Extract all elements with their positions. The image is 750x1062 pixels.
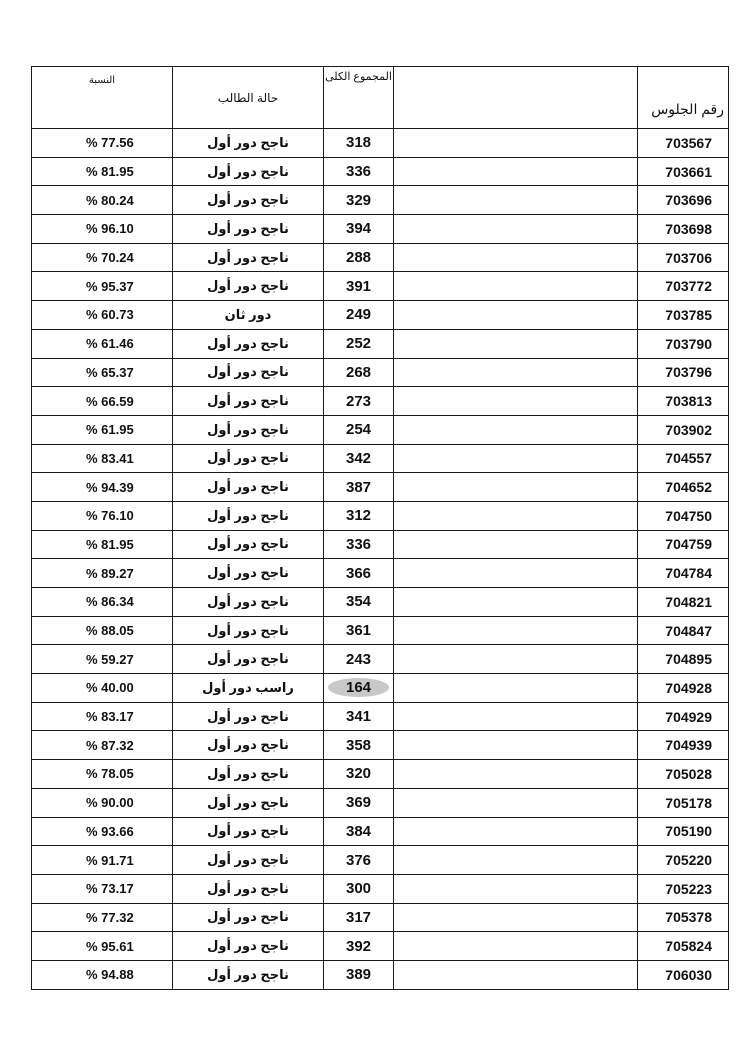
- cell-seat-number: 704895: [638, 645, 729, 674]
- cell-seat-number: 705824: [638, 932, 729, 961]
- cell-blank: [394, 903, 638, 932]
- cell-total: 288: [324, 243, 394, 272]
- cell-percent: % 40.00: [32, 674, 173, 703]
- cell-seat-number: 705220: [638, 846, 729, 875]
- cell-blank: [394, 645, 638, 674]
- table-row: [32, 129, 729, 158]
- cell-status: ناجح دور أول: [173, 272, 324, 301]
- cell-seat-number: 703902: [638, 415, 729, 444]
- cell-blank: [394, 932, 638, 961]
- cell-percent: % 81.95: [32, 530, 173, 559]
- cell-total: 336: [324, 157, 394, 186]
- cell-status: ناجح دور أول: [173, 760, 324, 789]
- cell-blank: [394, 588, 638, 617]
- cell-percent: % 89.27: [32, 559, 173, 588]
- cell-total: 389: [324, 960, 394, 989]
- table-row: [32, 272, 729, 301]
- cell-seat-number: 705190: [638, 817, 729, 846]
- cell-status: ناجح دور أول: [173, 358, 324, 387]
- cell-blank: [394, 387, 638, 416]
- header-total: المجموع الكلى: [324, 67, 394, 129]
- cell-seat-number: 705178: [638, 788, 729, 817]
- cell-blank: [394, 702, 638, 731]
- cell-status: ناجح دور أول: [173, 788, 324, 817]
- table-row: [32, 846, 729, 875]
- cell-status: ناجح دور أول: [173, 874, 324, 903]
- cell-total: 336: [324, 530, 394, 559]
- cell-status: ناجح دور أول: [173, 186, 324, 215]
- cell-total: [324, 674, 394, 703]
- cell-percent: % 65.37: [32, 358, 173, 387]
- cell-total: 243: [324, 645, 394, 674]
- cell-percent: % 93.66: [32, 817, 173, 846]
- cell-total: 329: [324, 186, 394, 215]
- cell-percent: % 77.56: [32, 129, 173, 158]
- cell-blank: [394, 301, 638, 330]
- cell-percent: % 61.95: [32, 415, 173, 444]
- cell-blank: [394, 358, 638, 387]
- cell-seat-number: 705028: [638, 760, 729, 789]
- cell-seat-number: 703790: [638, 329, 729, 358]
- cell-total: 252: [324, 329, 394, 358]
- table-row: [32, 645, 729, 674]
- cell-status: ناجح دور أول: [173, 616, 324, 645]
- table-header: [32, 67, 729, 129]
- cell-status: ناجح دور أول: [173, 932, 324, 961]
- table-row: [32, 588, 729, 617]
- table-row: [32, 903, 729, 932]
- cell-blank: [394, 129, 638, 158]
- cell-seat-number: 704784: [638, 559, 729, 588]
- results-table: [31, 66, 729, 990]
- cell-percent: % 73.17: [32, 874, 173, 903]
- cell-seat-number: 704928: [638, 674, 729, 703]
- cell-seat-number: 703796: [638, 358, 729, 387]
- cell-status: ناجح دور أول: [173, 702, 324, 731]
- table-body: [32, 129, 729, 990]
- cell-total: 317: [324, 903, 394, 932]
- table-row: [32, 817, 729, 846]
- cell-seat-number: 703813: [638, 387, 729, 416]
- table-row: [32, 874, 729, 903]
- cell-blank: [394, 846, 638, 875]
- cell-total: 366: [324, 559, 394, 588]
- table-row: [32, 387, 729, 416]
- cell-total: 354: [324, 588, 394, 617]
- cell-percent: % 95.37: [32, 272, 173, 301]
- table-row: [32, 674, 729, 703]
- cell-seat-number: 704750: [638, 501, 729, 530]
- cell-seat-number: 703696: [638, 186, 729, 215]
- cell-total: 273: [324, 387, 394, 416]
- cell-total: 342: [324, 444, 394, 473]
- cell-seat-number: 704652: [638, 473, 729, 502]
- cell-percent: % 83.41: [32, 444, 173, 473]
- cell-seat-number: 704847: [638, 616, 729, 645]
- table-row: [32, 788, 729, 817]
- cell-status: ناجح دور أول: [173, 903, 324, 932]
- table-row: [32, 415, 729, 444]
- cell-percent: % 59.27: [32, 645, 173, 674]
- cell-status: دور ثان: [173, 301, 324, 330]
- cell-percent: % 87.32: [32, 731, 173, 760]
- cell-status: ناجح دور أول: [173, 530, 324, 559]
- cell-blank: [394, 415, 638, 444]
- cell-percent: % 78.05: [32, 760, 173, 789]
- cell-blank: [394, 215, 638, 244]
- cell-blank: [394, 674, 638, 703]
- cell-seat-number: 706030: [638, 960, 729, 989]
- cell-blank: [394, 186, 638, 215]
- cell-percent: % 94.88: [32, 960, 173, 989]
- cell-total: 361: [324, 616, 394, 645]
- table-row: [32, 760, 729, 789]
- cell-status: ناجح دور أول: [173, 645, 324, 674]
- cell-total: 249: [324, 301, 394, 330]
- header-blank: [394, 67, 638, 129]
- table-row: [32, 473, 729, 502]
- cell-percent: % 81.95: [32, 157, 173, 186]
- cell-percent: % 90.00: [32, 788, 173, 817]
- cell-total: 320: [324, 760, 394, 789]
- cell-percent: % 60.73: [32, 301, 173, 330]
- table-row: [32, 301, 729, 330]
- cell-blank: [394, 760, 638, 789]
- highlighted-total: 164: [328, 678, 389, 697]
- cell-status: ناجح دور أول: [173, 444, 324, 473]
- cell-percent: % 86.34: [32, 588, 173, 617]
- cell-total: 387: [324, 473, 394, 502]
- cell-total: 341: [324, 702, 394, 731]
- table-row: [32, 559, 729, 588]
- cell-blank: [394, 616, 638, 645]
- cell-percent: % 88.05: [32, 616, 173, 645]
- cell-seat-number: 705223: [638, 874, 729, 903]
- cell-seat-number: 703661: [638, 157, 729, 186]
- header-seat-number: رقم الجلوس: [638, 67, 729, 129]
- cell-percent: % 91.71: [32, 846, 173, 875]
- cell-status: ناجح دور أول: [173, 846, 324, 875]
- table-row: [32, 501, 729, 530]
- cell-total: 376: [324, 846, 394, 875]
- cell-total: 358: [324, 731, 394, 760]
- cell-blank: [394, 960, 638, 989]
- cell-blank: [394, 157, 638, 186]
- table-row: [32, 960, 729, 989]
- cell-blank: [394, 559, 638, 588]
- cell-status: ناجح دور أول: [173, 473, 324, 502]
- cell-blank: [394, 272, 638, 301]
- table-row: [32, 932, 729, 961]
- header-percent: النسبة: [32, 67, 173, 129]
- table-row: [32, 530, 729, 559]
- cell-blank: [394, 817, 638, 846]
- cell-percent: % 94.39: [32, 473, 173, 502]
- cell-total: 391: [324, 272, 394, 301]
- table-row: [32, 329, 729, 358]
- cell-blank: [394, 501, 638, 530]
- cell-percent: % 83.17: [32, 702, 173, 731]
- cell-blank: [394, 473, 638, 502]
- cell-status: ناجح دور أول: [173, 415, 324, 444]
- cell-status: ناجح دور أول: [173, 215, 324, 244]
- table-row: [32, 157, 729, 186]
- cell-blank: [394, 788, 638, 817]
- cell-blank: [394, 530, 638, 559]
- cell-seat-number: 704939: [638, 731, 729, 760]
- table-row: [32, 358, 729, 387]
- cell-seat-number: 704821: [638, 588, 729, 617]
- table-row: [32, 444, 729, 473]
- cell-status: ناجح دور أول: [173, 157, 324, 186]
- table-row: [32, 215, 729, 244]
- cell-seat-number: 703772: [638, 272, 729, 301]
- cell-status: ناجح دور أول: [173, 960, 324, 989]
- cell-total: 392: [324, 932, 394, 961]
- cell-status: ناجح دور أول: [173, 387, 324, 416]
- cell-seat-number: 703567: [638, 129, 729, 158]
- cell-blank: [394, 731, 638, 760]
- cell-percent: % 70.24: [32, 243, 173, 272]
- cell-status: ناجح دور أول: [173, 243, 324, 272]
- cell-seat-number: 704929: [638, 702, 729, 731]
- cell-seat-number: 704557: [638, 444, 729, 473]
- cell-total: 268: [324, 358, 394, 387]
- cell-seat-number: 703698: [638, 215, 729, 244]
- table-row: [32, 186, 729, 215]
- cell-blank: [394, 243, 638, 272]
- table-row: [32, 731, 729, 760]
- cell-status: ناجح دور أول: [173, 129, 324, 158]
- table-row: [32, 702, 729, 731]
- cell-percent: % 61.46: [32, 329, 173, 358]
- cell-total: 318: [324, 129, 394, 158]
- cell-total: 254: [324, 415, 394, 444]
- cell-status: ناجح دور أول: [173, 731, 324, 760]
- cell-status: ناجح دور أول: [173, 329, 324, 358]
- cell-status: ناجح دور أول: [173, 559, 324, 588]
- cell-total: 394: [324, 215, 394, 244]
- cell-total: 312: [324, 501, 394, 530]
- cell-percent: % 77.32: [32, 903, 173, 932]
- cell-status: ناجح دور أول: [173, 501, 324, 530]
- cell-total: 384: [324, 817, 394, 846]
- cell-seat-number: 703706: [638, 243, 729, 272]
- cell-status: راسب دور أول: [173, 674, 324, 703]
- cell-total: 300: [324, 874, 394, 903]
- cell-blank: [394, 444, 638, 473]
- cell-seat-number: 704759: [638, 530, 729, 559]
- table-row: [32, 616, 729, 645]
- cell-percent: % 95.61: [32, 932, 173, 961]
- cell-blank: [394, 329, 638, 358]
- cell-percent: % 80.24: [32, 186, 173, 215]
- header-status: حالة الطالب: [173, 67, 324, 129]
- table-row: [32, 243, 729, 272]
- cell-percent: % 96.10: [32, 215, 173, 244]
- cell-seat-number: 703785: [638, 301, 729, 330]
- cell-status: ناجح دور أول: [173, 817, 324, 846]
- cell-seat-number: 705378: [638, 903, 729, 932]
- cell-status: ناجح دور أول: [173, 588, 324, 617]
- header-row: [32, 67, 729, 129]
- cell-total: 369: [324, 788, 394, 817]
- cell-blank: [394, 874, 638, 903]
- cell-percent: % 66.59: [32, 387, 173, 416]
- cell-percent: % 76.10: [32, 501, 173, 530]
